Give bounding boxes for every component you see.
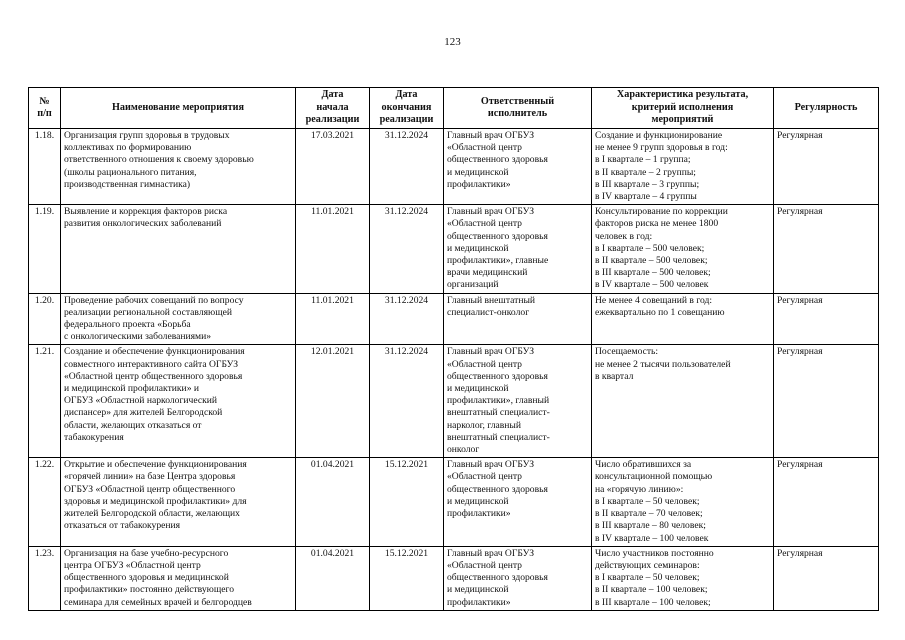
- table-row: [29, 205, 879, 293]
- header-result: Характеристика результата, критерий исполнения мероприятий: [592, 88, 774, 129]
- cell-regularity: Регулярная: [774, 205, 879, 293]
- cell-end-date: 31.12.2024: [370, 129, 444, 205]
- cell-executor: Главный врач ОГБУЗ «Областной центр общественного здоровья и медицинской профилактики»: [444, 458, 592, 546]
- cell-name: Проведение рабочих совещаний по вопросу реализации региональной составляющей федерального проекта «Борьба с онкологическими заболеваниями»: [61, 293, 296, 345]
- cell-result: Число участников постоянно действующих семинаров: в I квартале – 50 человек; в II квартале – 100 человек; в III квартале – 100 человек;: [592, 546, 774, 610]
- cell-regularity: Регулярная: [774, 345, 879, 458]
- cell-start-date: 01.04.2021: [296, 546, 370, 610]
- cell-num: 1.21.: [29, 345, 61, 458]
- cell-result: Создание и функционирование не менее 9 групп здоровья в год: в I квартале – 1 группа; в II квартале – 2 группы; в III квартале – 3 группы; в IV квартале – 4 группы: [592, 129, 774, 205]
- cell-result: Посещаемость: не менее 2 тысячи пользователей в квартал: [592, 345, 774, 458]
- cell-start-date: 01.04.2021: [296, 458, 370, 546]
- cell-regularity: Регулярная: [774, 546, 879, 610]
- cell-name: Организация групп здоровья в трудовых коллективах по формированию ответственного отношения к своему здоровью (школы рационального питания, производственная гимнастика): [61, 129, 296, 205]
- header-name: Наименование мероприятия: [61, 88, 296, 129]
- cell-start-date: 12.01.2021: [296, 345, 370, 458]
- cell-executor: Главный врач ОГБУЗ «Областной центр общественного здоровья и медицинской профилактики»: [444, 546, 592, 610]
- cell-end-date: 15.12.2021: [370, 458, 444, 546]
- cell-regularity: Регулярная: [774, 458, 879, 546]
- cell-end-date: 31.12.2024: [370, 293, 444, 345]
- cell-name: Организация на базе учебно-ресурсного центра ОГБУЗ «Областной центр общественного здоровья и медицинской профилактики» постоянно действующего семинара для семейных врачей и белгородцев: [61, 546, 296, 610]
- cell-num: 1.22.: [29, 458, 61, 546]
- cell-executor: Главный врач ОГБУЗ «Областной центр общественного здоровья и медицинской профилактики»: [444, 129, 592, 205]
- cell-name: Выявление и коррекция факторов риска развития онкологических заболеваний: [61, 205, 296, 293]
- cell-num: 1.23.: [29, 546, 61, 610]
- cell-end-date: 31.12.2024: [370, 345, 444, 458]
- table-row: [29, 129, 879, 205]
- cell-executor: Главный врач ОГБУЗ «Областной центр общественного здоровья и медицинской профилактики», главные врачи медицинский организаций: [444, 205, 592, 293]
- header-end-date: Дата окончания реализации: [370, 88, 444, 129]
- cell-end-date: 15.12.2021: [370, 546, 444, 610]
- cell-regularity: Регулярная: [774, 293, 879, 345]
- cell-start-date: 17.03.2021: [296, 129, 370, 205]
- table-row: [29, 345, 879, 458]
- activities-table: [28, 87, 879, 611]
- page-number: 123: [444, 36, 461, 48]
- header-executor: Ответственный исполнитель: [444, 88, 592, 129]
- cell-start-date: 11.01.2021: [296, 293, 370, 345]
- cell-num: 1.18.: [29, 129, 61, 205]
- cell-end-date: 31.12.2024: [370, 205, 444, 293]
- header-num: № п/п: [29, 88, 61, 129]
- cell-num: 1.19.: [29, 205, 61, 293]
- table-header-row: [29, 88, 879, 129]
- cell-num: 1.20.: [29, 293, 61, 345]
- header-regularity: Регулярность: [774, 88, 879, 129]
- cell-executor: Главный внештатный специалист-онколог: [444, 293, 592, 345]
- cell-regularity: Регулярная: [774, 129, 879, 205]
- cell-result: Консультирование по коррекции факторов риска не менее 1800 человек в год: в I квартале – 500 человек; в II квартале – 500 человек; в III квартале – 500 человек; в IV квартале – 500 человек: [592, 205, 774, 293]
- table-row: [29, 546, 879, 610]
- cell-name: Создание и обеспечение функционирования совместного интерактивного сайта ОГБУЗ «Областной центр общественного здоровья и медицинской профилактики» и ОГБУЗ «Областной наркологический диспансер» для жителей Белгородской области, желающих отказаться от табакокурения: [61, 345, 296, 458]
- cell-name: Открытие и обеспечение функционирования «горячей линии» на базе Центра здоровья ОГБУЗ «Областной центр общественного здоровья и медицинской профилактики» для жителей Белгородской области, желающих отказаться от табакокурения: [61, 458, 296, 546]
- table-row: [29, 293, 879, 345]
- cell-result: Не менее 4 совещаний в год: ежеквартально по 1 совещанию: [592, 293, 774, 345]
- table-row: [29, 458, 879, 546]
- header-start-date: Дата начала реализации: [296, 88, 370, 129]
- cell-executor: Главный врач ОГБУЗ «Областной центр общественного здоровья и медицинской профилактики», главный внештатный специалист- нарколог, главный внештатный специалист- онколог: [444, 345, 592, 458]
- cell-result: Число обратившихся за консультационной помощью на «горячую линию»: в I квартале – 50 человек; в II квартале – 70 человек; в III квартале – 80 человек; в IV квартале – 100 человек: [592, 458, 774, 546]
- cell-start-date: 11.01.2021: [296, 205, 370, 293]
